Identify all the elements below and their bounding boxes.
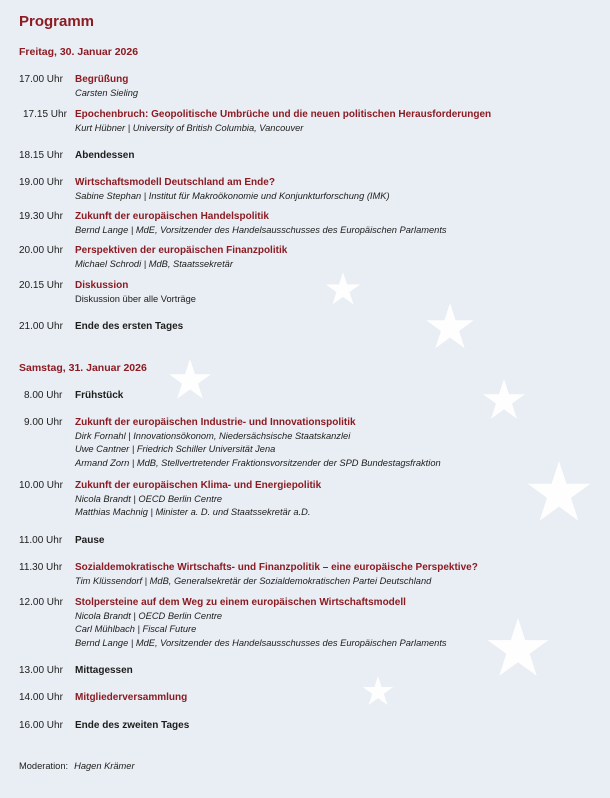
item-title: Ende des ersten Tages bbox=[75, 321, 184, 332]
item-speaker: Nicola Brandt | OECD Berlin Centre bbox=[75, 493, 223, 504]
item-speaker: Michael Schrodi | MdB, Staatssekretär bbox=[75, 258, 233, 269]
item-title: Zukunft der europäischen Industrie- und Innovationspolitik bbox=[75, 417, 356, 428]
day-heading-friday: Freitag, 30. Januar 2026 bbox=[19, 46, 139, 58]
item-title: Frühstück bbox=[75, 390, 124, 401]
item-speaker: Bernd Lange | MdE, Vorsitzender des Handelsausschusses des Europäischen Parlaments bbox=[75, 637, 447, 648]
item-title: Stolpersteine auf dem Weg zu einem europäischen Wirtschaftsmodell bbox=[75, 597, 406, 608]
item-time: 9.00 Uhr bbox=[24, 417, 63, 428]
item-time: 20.00 Uhr bbox=[19, 245, 63, 256]
item-speaker: Nicola Brandt | OECD Berlin Centre bbox=[75, 610, 223, 621]
item-title: Mitgliederversammlung bbox=[75, 692, 188, 703]
page-title: Programm bbox=[19, 13, 95, 30]
item-speaker: Matthias Machnig | Minister a. D. und Staatssekretär a.D. bbox=[75, 507, 311, 517]
item-time: 19.00 Uhr bbox=[19, 177, 63, 188]
item-time: 16.00 Uhr bbox=[19, 720, 63, 731]
item-time: 18.15 Uhr bbox=[19, 150, 63, 161]
item-title: Begrüßung bbox=[75, 74, 129, 85]
moderation-label: Moderation: bbox=[19, 761, 69, 771]
item-title: Ende des zweiten Tages bbox=[75, 720, 190, 731]
item-time: 13.00 Uhr bbox=[19, 665, 63, 676]
item-time: 11.00 Uhr bbox=[19, 535, 63, 546]
item-time: 14.00 Uhr bbox=[19, 692, 63, 703]
day-heading-saturday: Samstag, 31. Januar 2026 bbox=[19, 362, 147, 374]
item-speaker: Kurt Hübner | University of British Columbia, Vancouver bbox=[75, 122, 304, 133]
item-title: Abendessen bbox=[75, 150, 135, 161]
item-speaker: Bernd Lange | MdE, Vorsitzender des Handelsausschusses des Europäischen Parlaments bbox=[75, 224, 447, 235]
item-title: Zukunft der europäischen Klima- und Energiepolitik bbox=[75, 480, 322, 491]
item-speaker: Tim Klüssendorf | MdB, Generalsekretär der Sozialdemokratischen Partei Deutschland bbox=[75, 575, 432, 586]
item-title: Pause bbox=[75, 535, 105, 546]
item-speaker: Carl Mühlbach | Fiscal Future bbox=[75, 624, 197, 634]
item-title: Sozialdemokratische Wirtschafts- und Finanzpolitik – eine europäische Perspektive? bbox=[75, 562, 478, 573]
item-title: Wirtschaftsmodell Deutschland am Ende? bbox=[75, 177, 275, 188]
item-title: Zukunft der europäischen Handelspolitik bbox=[75, 211, 269, 222]
item-time: 21.00 Uhr bbox=[19, 321, 63, 332]
item-title: Mittagessen bbox=[75, 665, 133, 676]
item-speaker: Armand Zorn | MdB, Stellvertretender Fraktionsvorsitzender der SPD Bundestagsfraktion bbox=[75, 457, 441, 468]
item-time: 17.00 Uhr bbox=[19, 74, 63, 85]
moderation bbox=[19, 761, 135, 771]
item-title: Diskussion bbox=[75, 280, 129, 291]
item-speaker: Uwe Cantner | Friedrich Schiller Universität Jena bbox=[75, 444, 276, 454]
item-speaker: Sabine Stephan | Institut für Makroökonomie und Konjunkturforschung (IMK) bbox=[75, 190, 390, 201]
item-title: Epochenbruch: Geopolitische Umbrüche und die neuen politischen Herausforderungen bbox=[75, 109, 492, 120]
item-time: 19.30 Uhr bbox=[19, 211, 63, 222]
item-time: 8.00 Uhr bbox=[24, 390, 63, 401]
item-time: 11.30 Uhr bbox=[19, 562, 63, 573]
moderation-name: Hagen Krämer bbox=[74, 761, 135, 771]
item-time: 10.00 Uhr bbox=[19, 480, 63, 491]
item-speaker: Dirk Fornahl | Innovationsökonom, Niedersächsische Staatskanzlei bbox=[75, 430, 351, 441]
item-title: Perspektiven der europäischen Finanzpolitik bbox=[75, 245, 288, 256]
item-time: 12.00 Uhr bbox=[19, 597, 63, 608]
item-description: Diskussion über alle Vorträge bbox=[75, 293, 196, 304]
item-time: 17.15 Uhr bbox=[23, 109, 67, 120]
item-time: 20.15 Uhr bbox=[19, 280, 63, 291]
item-speaker: Carsten Sieling bbox=[75, 87, 139, 98]
